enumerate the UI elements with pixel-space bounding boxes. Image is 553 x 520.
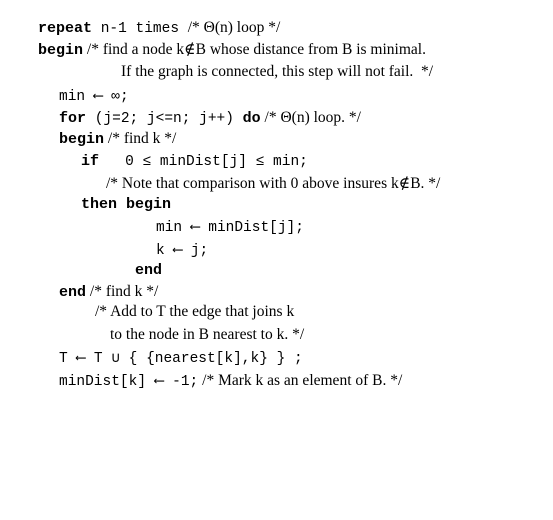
line-t-union	[59, 349, 303, 368]
comment-graph-connected: If the graph is connected, this step will not fail. */	[121, 63, 434, 80]
comment-mark-k: /* Mark k as an element of B. */	[198, 372, 403, 389]
line-mindist-mark	[59, 372, 402, 391]
keyword-if: if	[81, 153, 100, 170]
keyword-do: do	[242, 110, 261, 127]
comment-note-comparison: /* Note that comparison with 0 above insures k∉B. */	[106, 175, 441, 192]
line-comment-nearest	[110, 326, 304, 344]
comment-nearest-node: to the node in B nearest to k. */	[110, 326, 305, 343]
comment-find-node: /* find a node k∉B whose distance from B is minimal.	[83, 41, 426, 58]
code-k-assign: k ⟵ j;	[156, 243, 209, 259]
keyword-begin: begin	[38, 42, 84, 59]
comment-add-edge: /* Add to T the edge that joins k	[95, 303, 295, 320]
line-min-init	[59, 87, 129, 106]
keyword-begin-inner: begin	[59, 131, 105, 148]
comment-end-find-k: /* find k */	[86, 283, 159, 300]
line-comment-note	[106, 175, 440, 193]
keyword-then-begin: then begin	[81, 196, 172, 213]
line-repeat	[38, 19, 280, 38]
code-n-minus-1-times: n-1 times	[92, 21, 188, 37]
keyword-end: end	[59, 284, 87, 301]
keyword-for: for	[59, 110, 87, 127]
code-if-condition: 0 ≤ minDist[j] ≤ min;	[99, 154, 308, 170]
code-for-range: (j=2; j<=n; j++)	[86, 111, 243, 127]
comment-loop: /* Θ(n) loop */	[187, 19, 281, 36]
code-min-assign: min ⟵ minDist[j];	[156, 220, 304, 236]
comment-loop-2: /* Θ(n) loop. */	[260, 109, 361, 126]
keyword-end-then: end	[135, 262, 163, 279]
line-comment-connected	[121, 63, 433, 81]
code-t-union: T ⟵ T ∪ { {nearest[k],k} } ;	[59, 351, 303, 367]
code-min-infinity: min ⟵ ∞;	[59, 89, 129, 105]
line-comment-add-edge	[95, 303, 294, 321]
keyword-repeat: repeat	[38, 20, 93, 37]
code-mindist-assign: minDist[k] ⟵ -1;	[59, 374, 199, 390]
line-then-begin	[81, 195, 171, 214]
line-begin-inner	[59, 130, 176, 149]
line-min-assign	[156, 218, 304, 237]
line-for	[59, 109, 361, 128]
line-k-assign	[156, 241, 208, 260]
line-begin-outer	[38, 41, 426, 60]
line-end-find-k	[59, 283, 158, 302]
line-end-then	[135, 261, 162, 280]
line-if	[81, 152, 308, 171]
comment-find-k: /* find k */	[104, 130, 177, 147]
